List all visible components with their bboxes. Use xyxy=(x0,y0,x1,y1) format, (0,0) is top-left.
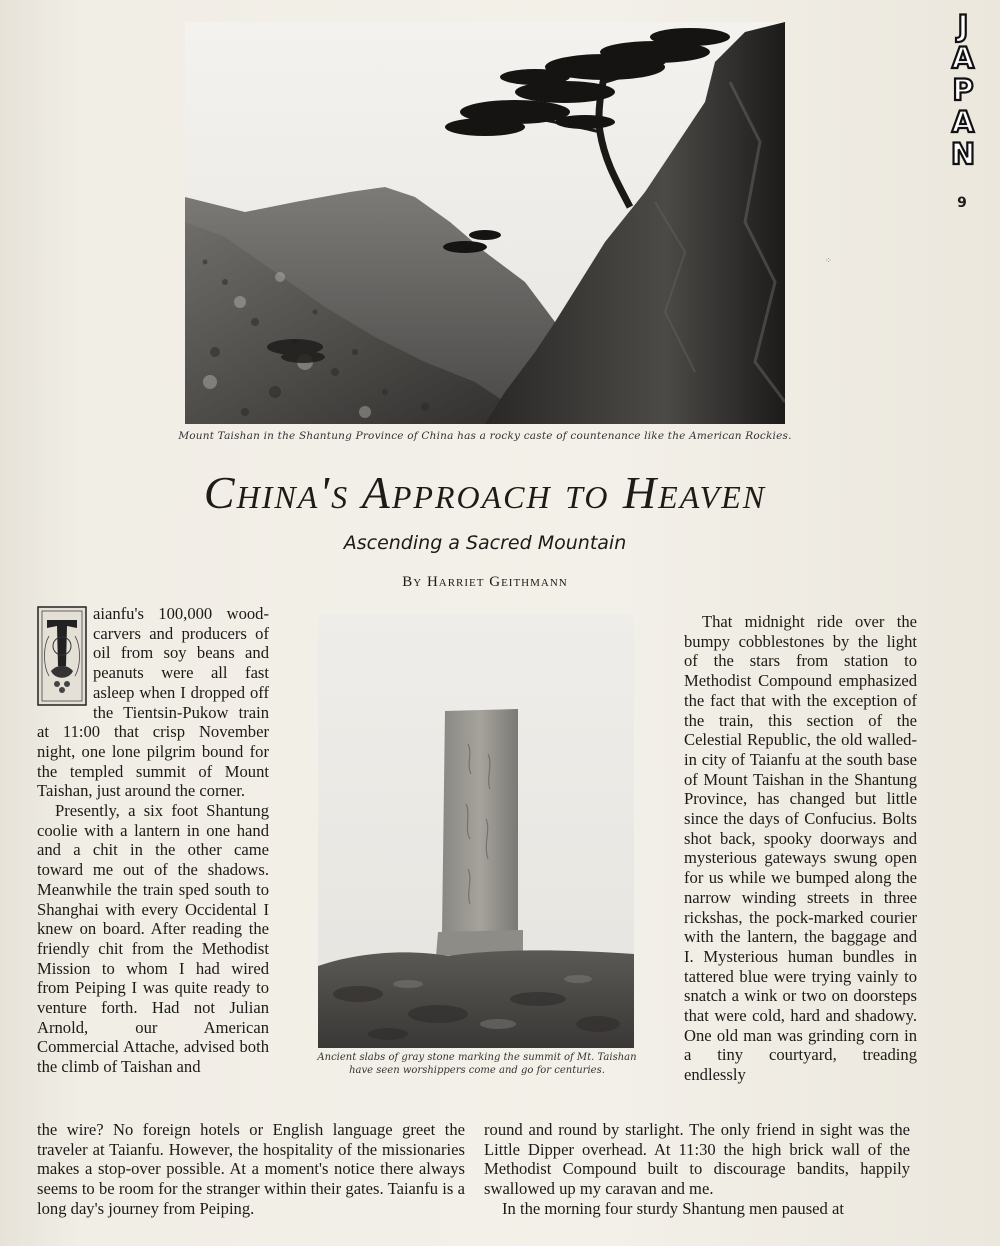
mountain-pine-photo xyxy=(185,22,785,424)
ornamental-dropcap-icon xyxy=(37,606,87,706)
paragraph: Presently, a six foot Shantung coolie with a lantern in one hand and a chit in the other came toward me out of the shadows. Meanwhile the train sped south to Shanghai with every Occidental I knew on board. After reading the friendly chit from the Methodist Mission to whom I had wired from Peiping I was quite ready to venture forth. Had not Julian Arnold, our American Commercial Attache, advised both the climb of Taishan and xyxy=(37,801,269,1077)
article-title: China's Approach to Heaven xyxy=(203,467,767,518)
paragraph: round and round by starlight. The only friend in sight was the Little Dipper overhead. At 11:30 the high brick wall of the Methodist Compound built to discourage bandits, happily swallowed up my caravan and me. xyxy=(484,1120,910,1199)
slab-photo-caption: Ancient slabs of gray stone marking the summit of Mt. Taishan have seen worshippers come and go for centuries. xyxy=(317,1052,637,1076)
left-column xyxy=(37,604,269,1077)
stone-slab-photo xyxy=(318,614,634,1048)
tag-letter: N xyxy=(950,137,976,171)
article-byline: By Harriet Geithmann xyxy=(402,574,568,590)
right-column xyxy=(684,612,917,1085)
bottom-left-text xyxy=(37,1120,465,1219)
paragraph: the wire? No foreign hotels or English language greet the traveler at Taianfu. However, the hospitality of the missionaries makes a stop-over possible. At a moment's notice there always seems to be room for the stranger within their gates. Taianfu is a long day's journey from Peiping. xyxy=(37,1120,465,1218)
tag-letter: P xyxy=(952,73,974,107)
paper-mark: ⁘ xyxy=(825,256,832,265)
article-subtitle: Ascending a Sacred Mountain xyxy=(343,532,627,554)
tag-letter: J xyxy=(957,9,969,43)
tag-letter: A xyxy=(951,41,975,75)
paragraph xyxy=(37,604,269,801)
article-body-text: aianfu's 100,000 wood-carvers and producers of oil from soy beans and peanuts were all fast asleep when I dropped off the Tientsin-Pukow train at 11:00 that crisp November night, one lone pilgrim bound for the templed summit of Mount Taishan, just around the corner. xyxy=(37,604,269,801)
bottom-right-text xyxy=(484,1120,910,1219)
paragraph: That midnight ride over the bumpy cobblestones by the light of the stars from station to Methodist Compound emphasized the fact that with the exception of the train, this section of the Celestial Republic, the old walled-in city of Taianfu at the south base of Mount Taishan in the Shantung Province, has changed but little since the days of Confucius. Bolts shot back, spooky doorways and mysterious gateways swung open for us while we bumped along the narrow winding streets in three rickshas, the pock-marked courier with the lantern, the baggage and I. Mysterious human bundles in tattered blue were trying vainly to snatch a wink or two on doorsteps that were cold, hard and shadowy. One old man was grinding corn in a tiny courtyard, treading endlessly xyxy=(684,612,917,1085)
page-number: 9 xyxy=(957,195,967,211)
section-tag-japan xyxy=(950,10,976,170)
tag-letter: A xyxy=(951,105,975,139)
paragraph: In the morning four sturdy Shantung men paused at xyxy=(502,1198,844,1218)
top-photo-caption: Mount Taishan in the Shantung Province of China has a rocky caste of countenance like the American Rockies. xyxy=(178,430,792,442)
